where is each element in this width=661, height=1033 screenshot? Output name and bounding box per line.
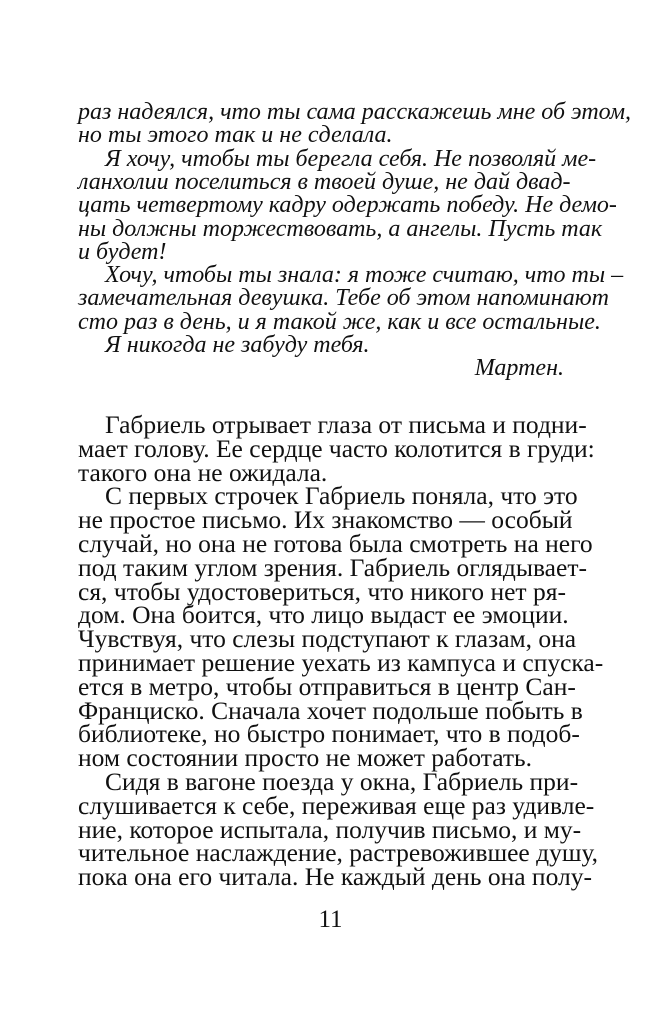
letter-line: сто раз в день, и я такой же, как и все остальные. [78, 309, 601, 335]
body-line: мает голову. Ее сердце часто колотится в груди: [78, 434, 595, 463]
body-line: не простое письмо. Их знакомство — особый [78, 505, 573, 534]
body-line: чительное наслаждение, растревожившее душу, [78, 838, 599, 867]
body-line: ном состоянии просто не может работать. [78, 743, 533, 772]
letter-line: Я хочу, чтобы ты берегла себя. Не позволяй ме- [105, 146, 597, 172]
body-line: принимает решение уехать из кампуса и спуска- [78, 648, 604, 677]
body-line: под таким углом зрения. Габриель оглядывает- [78, 553, 587, 582]
letter-line: и будет! [78, 239, 167, 265]
body-line: случай, но она не готова была смотреть на него [78, 529, 593, 558]
body-line: С первых строчек Габриель поняла, что это [105, 481, 578, 510]
letter-signature: Мартен. [474, 355, 564, 381]
letter-line: но ты этого так и не сделала. [78, 122, 393, 148]
body-line: слушивается к себе, переживая еще раз удивле- [78, 791, 595, 820]
letter-line: цать четвертому кадру одержать победу. Не демо- [78, 192, 617, 218]
body-line: дом. Она боится, что лицо выдаст ее эмоции. [78, 600, 569, 629]
body-line: пока она его читала. Не каждый день она полу- [78, 862, 592, 891]
letter-line: Я никогда не забуду тебя. [105, 332, 370, 358]
body-line: библиотеке, но быстро понимает, что в подоб- [78, 719, 580, 748]
letter-line: раз надеялся, что ты сама расскажешь мне об этом, [78, 99, 632, 125]
body-line: такого она не ожидала. [78, 458, 328, 487]
letter-line: Хочу, чтобы ты знала: я тоже считаю, что ты – [105, 262, 624, 288]
body-line: Сидя в вагоне поезда у окна, Габриель при- [105, 767, 579, 796]
letter-line: ны должны торжествовать, а ангелы. Пусть так [78, 216, 603, 242]
body-line: Чувствуя, что слезы подступают к глазам, она [78, 624, 577, 653]
body-line: ся, чтобы удостовериться, что никого нет ря- [78, 577, 566, 606]
body-line: ется в метро, чтобы отправиться в центр Сан- [78, 672, 576, 701]
page-number: 11 [318, 906, 343, 933]
body-line: Габриель отрывает глаза от письма и подни- [105, 410, 587, 439]
letter-line: ланхолии поселиться в твоей душе, не дай двад- [78, 169, 571, 195]
body-line: ние, которое испытала, получив письмо, и му- [78, 815, 582, 844]
body-line: Франциско. Сначала хочет подольше побыть в [78, 696, 583, 725]
letter-line: замечательная девушка. Тебе об этом напоминают [78, 285, 609, 311]
